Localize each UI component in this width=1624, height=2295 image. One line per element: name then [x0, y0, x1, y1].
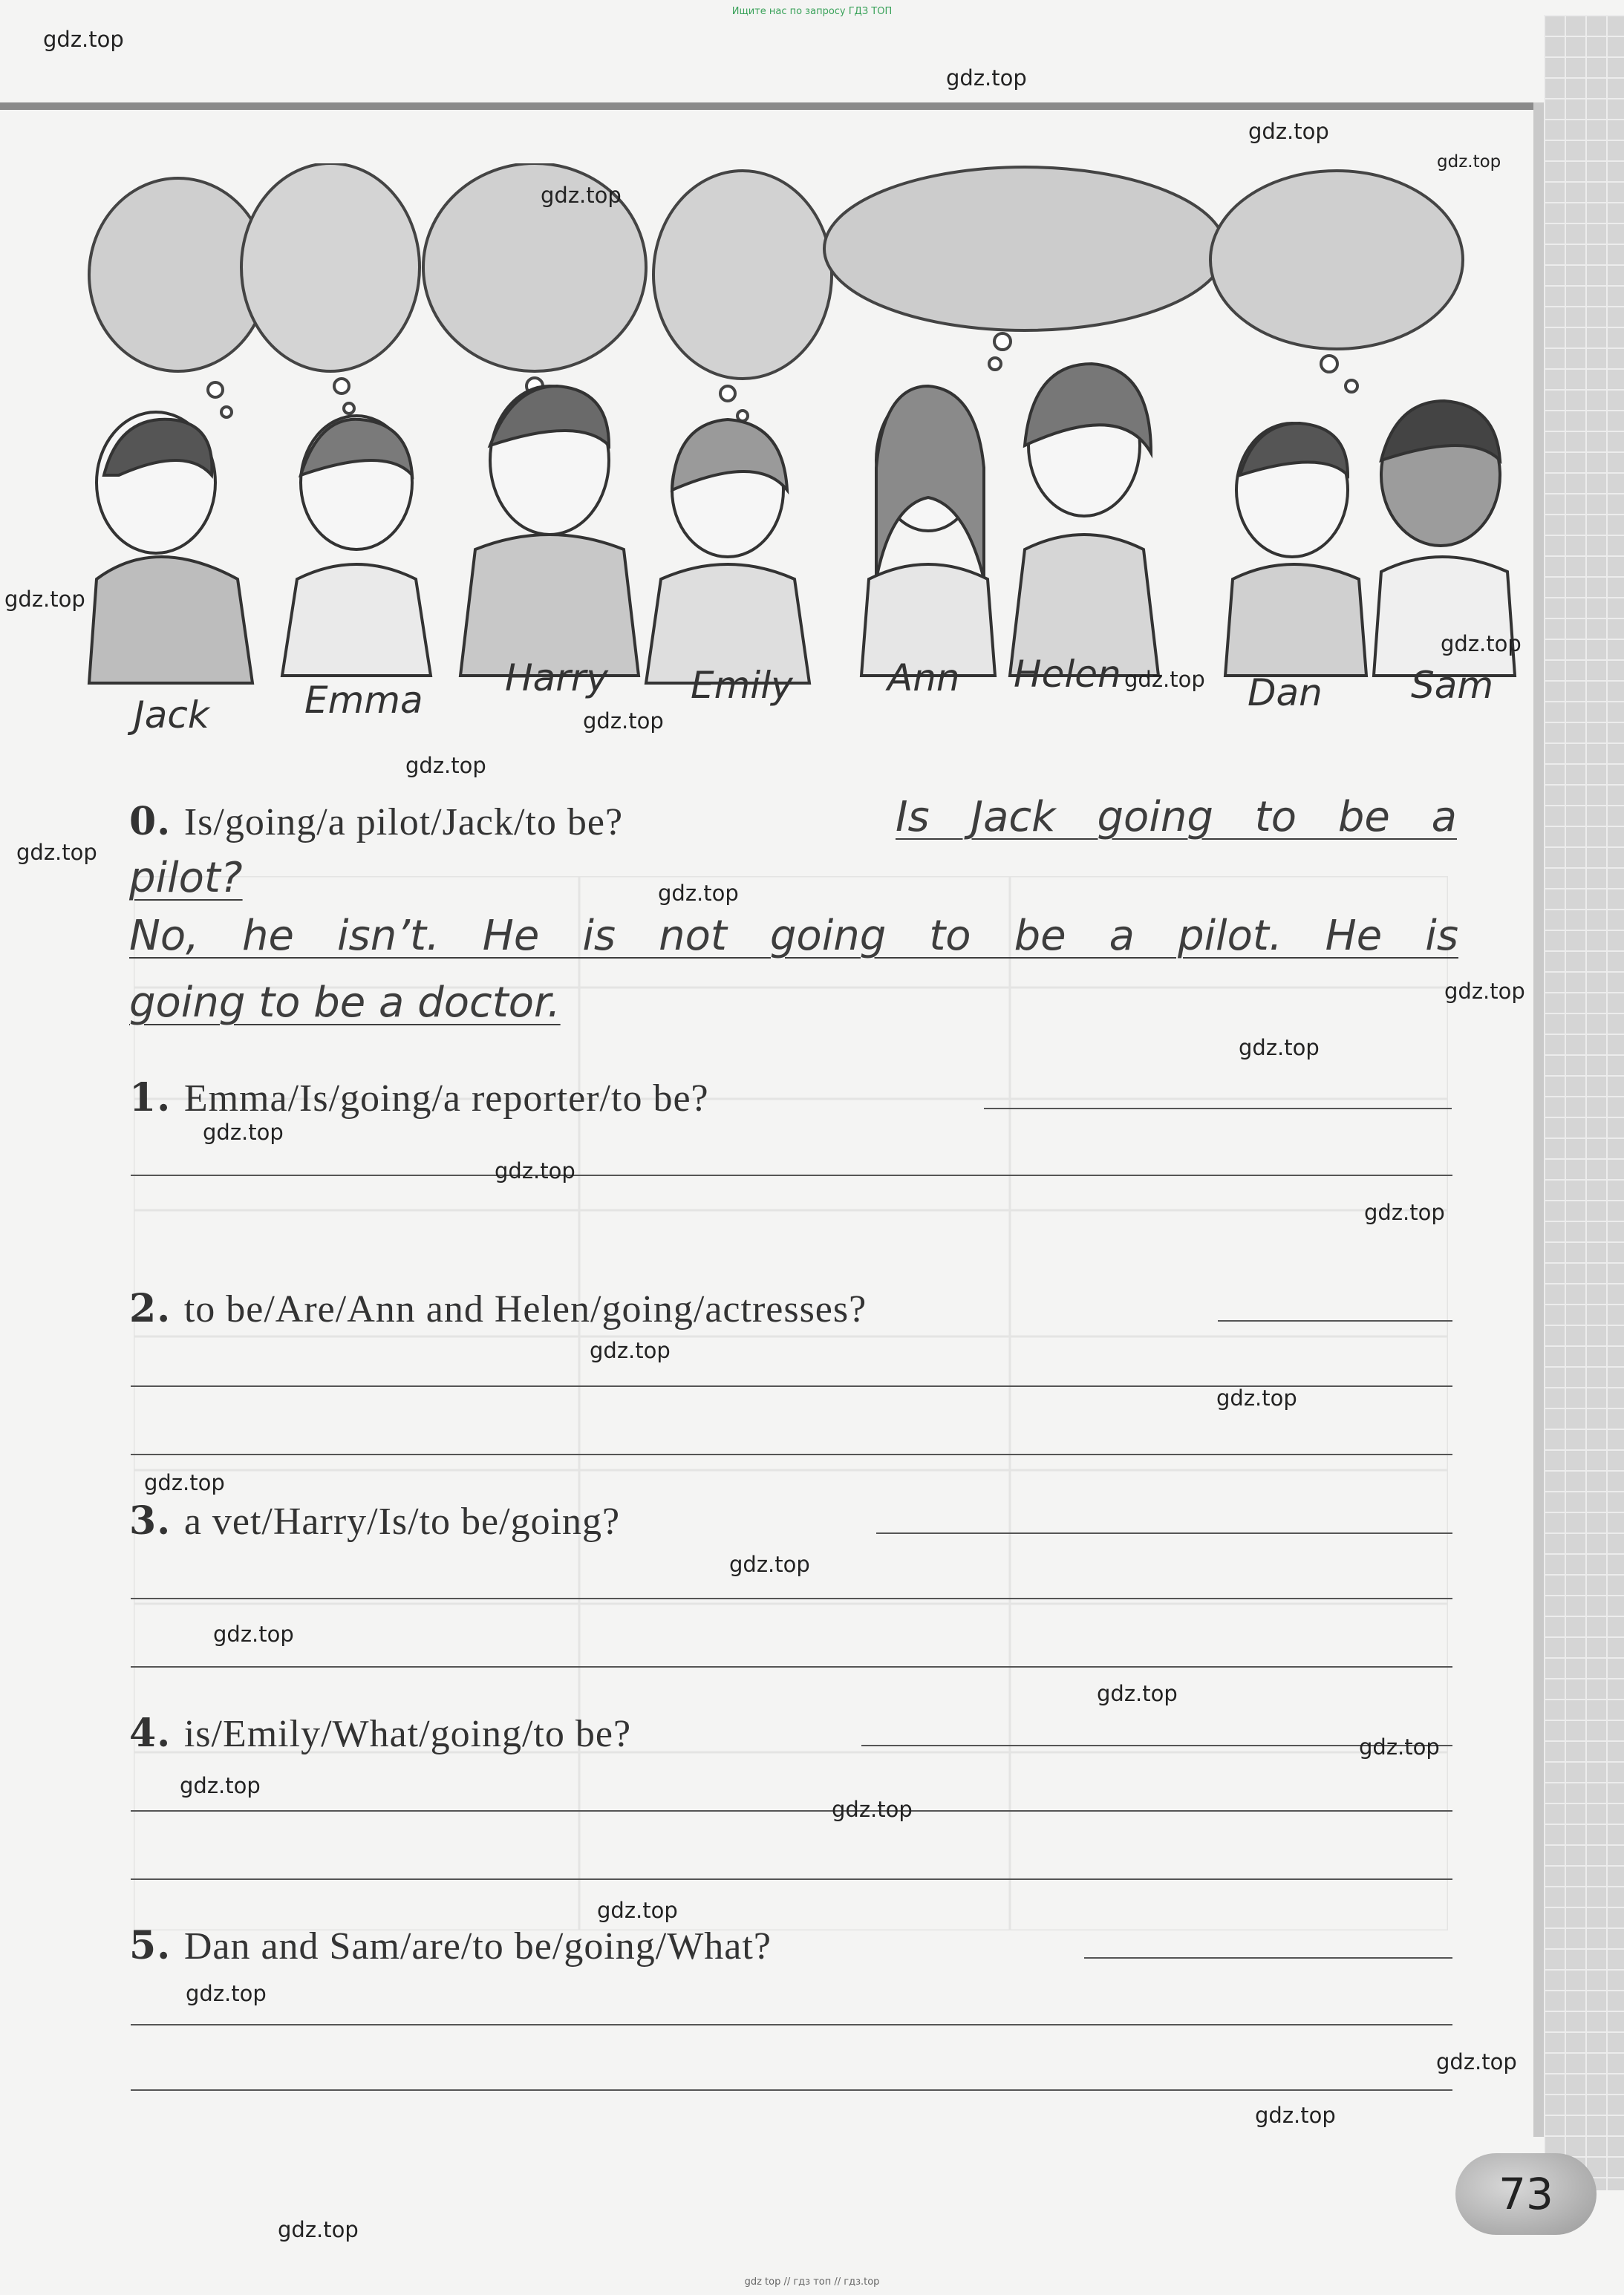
item-5-answer-line[interactable] — [1084, 1957, 1452, 1959]
jack-figure — [89, 412, 252, 683]
search-hint: Ищите нас по запросу ГДЗ ТОП — [731, 6, 893, 17]
name-ann: Ann — [887, 656, 960, 699]
emma-dream-bubble — [241, 163, 420, 371]
watermark: gdz.top — [583, 708, 664, 734]
name-dan: Dan — [1248, 671, 1323, 714]
item-1-number: 1. — [129, 1075, 172, 1120]
name-helen: Helen — [1014, 653, 1121, 696]
item-1-answer-line[interactable] — [131, 1175, 1452, 1176]
watermark: gdz.top — [541, 183, 622, 208]
item-0-answer-line3: No, he isn’t. He is not going to be a pilot. He is — [129, 912, 1458, 960]
helen-figure — [1010, 364, 1158, 676]
watermark: gdz.top — [832, 1797, 913, 1822]
emily-dream-bubble — [653, 171, 832, 379]
margin-grid — [1544, 15, 1624, 2190]
item-5-text: Dan and Sam/are/to be/going/What? — [183, 1925, 772, 1968]
watermark: gdz.top — [1216, 1385, 1297, 1411]
watermark: gdz.top — [1364, 1200, 1445, 1225]
kids-illustration — [74, 163, 1522, 772]
theatre-dream-bubble — [824, 167, 1225, 330]
watermark: gdz.top — [729, 1552, 810, 1577]
name-sam: Sam — [1411, 664, 1494, 707]
watermark: gdz.top — [495, 1158, 575, 1184]
top-border — [0, 102, 1541, 110]
item-2-answer-line[interactable] — [131, 1454, 1452, 1455]
item-2-answer-line[interactable] — [1218, 1320, 1452, 1322]
item-4-answer-line[interactable] — [131, 1878, 1452, 1880]
item-0-answer-line4: going to be a doctor. — [129, 979, 561, 1027]
item-0-answer-line1: Is Jack going to be a — [896, 793, 1457, 841]
name-jack: Jack — [134, 693, 209, 737]
harry-figure — [460, 386, 639, 676]
watermark: gdz.top — [1248, 119, 1329, 144]
watermark: gdz.top — [1359, 1734, 1440, 1760]
watermark: gdz.top — [203, 1120, 284, 1145]
emma-figure — [282, 416, 431, 676]
watermark: gdz.top — [144, 1470, 225, 1495]
watermark: gdz.top — [658, 881, 739, 906]
watermark: gdz.top — [590, 1338, 671, 1363]
item-3-number: 3. — [129, 1498, 172, 1544]
item-2-number: 2. — [129, 1286, 172, 1331]
item-3-text: a vet/Harry/Is/to be/going? — [183, 1501, 621, 1543]
space-dream-bubble — [1210, 171, 1463, 349]
item-5-prompt — [129, 1923, 772, 1968]
item-5-answer-line[interactable] — [131, 2089, 1452, 2091]
watermark: gdz.top — [213, 1622, 294, 1647]
dan-figure — [1225, 423, 1366, 676]
item-2-prompt — [129, 1286, 867, 1331]
item-3-prompt — [129, 1498, 620, 1544]
item-0-answer-line2: pilot? — [129, 854, 243, 902]
watermark: gdz.top — [43, 27, 124, 52]
item-4-answer-line[interactable] — [131, 1810, 1452, 1812]
watermark: gdz.top — [1239, 1035, 1320, 1060]
item-4-number: 4. — [129, 1711, 172, 1756]
item-4-text: is/Emily/What/going/to be? — [183, 1713, 632, 1755]
item-0-prompt — [129, 799, 623, 844]
item-5-number: 5. — [129, 1923, 172, 1968]
item-1-text: Emma/Is/going/a reporter/to be? — [183, 1077, 709, 1120]
item-0-text: Is/going/a pilot/Jack/to be? — [183, 801, 624, 843]
watermark: gdz.top — [4, 587, 85, 612]
watermark: gdz.top — [1441, 631, 1522, 656]
watermark: gdz.top — [186, 1981, 267, 2006]
item-1-answer-line[interactable] — [984, 1108, 1452, 1109]
item-5-answer-line[interactable] — [131, 2024, 1452, 2025]
item-2-text: to be/Are/Ann and Helen/going/actresses? — [183, 1288, 867, 1331]
footer-note: gdz top // гдз топ // гдз.top — [744, 2276, 880, 2288]
item-4-prompt — [129, 1711, 631, 1756]
name-harry: Harry — [505, 656, 608, 699]
watermark: gdz.top — [1097, 1681, 1178, 1706]
page-number-badge: 73 — [1455, 2153, 1597, 2235]
name-emma: Emma — [304, 679, 423, 722]
item-3-answer-line[interactable] — [131, 1666, 1452, 1668]
watermark: gdz.top — [946, 65, 1027, 91]
watermark: gdz.top — [597, 1898, 678, 1923]
watermark: gdz.top — [1444, 979, 1525, 1004]
watermark: gdz.top — [405, 753, 486, 778]
watermark: gdz.top — [1436, 2049, 1517, 2074]
item-3-answer-line[interactable] — [131, 1598, 1452, 1599]
right-border — [1533, 102, 1544, 2137]
watermark: gdz.top — [1255, 2103, 1336, 2128]
watermark: gdz.top — [1437, 152, 1501, 172]
watermark: gdz.top — [1124, 667, 1205, 692]
emily-figure — [646, 420, 809, 683]
watermark: gdz.top — [16, 840, 97, 865]
ann-figure — [861, 386, 995, 676]
item-3-answer-line[interactable] — [876, 1532, 1452, 1534]
name-emily: Emily — [691, 664, 793, 707]
watermark: gdz.top — [278, 2217, 359, 2242]
item-1-prompt — [129, 1075, 709, 1120]
watermark: gdz.top — [180, 1773, 261, 1798]
item-0-number: 0. — [129, 799, 172, 844]
